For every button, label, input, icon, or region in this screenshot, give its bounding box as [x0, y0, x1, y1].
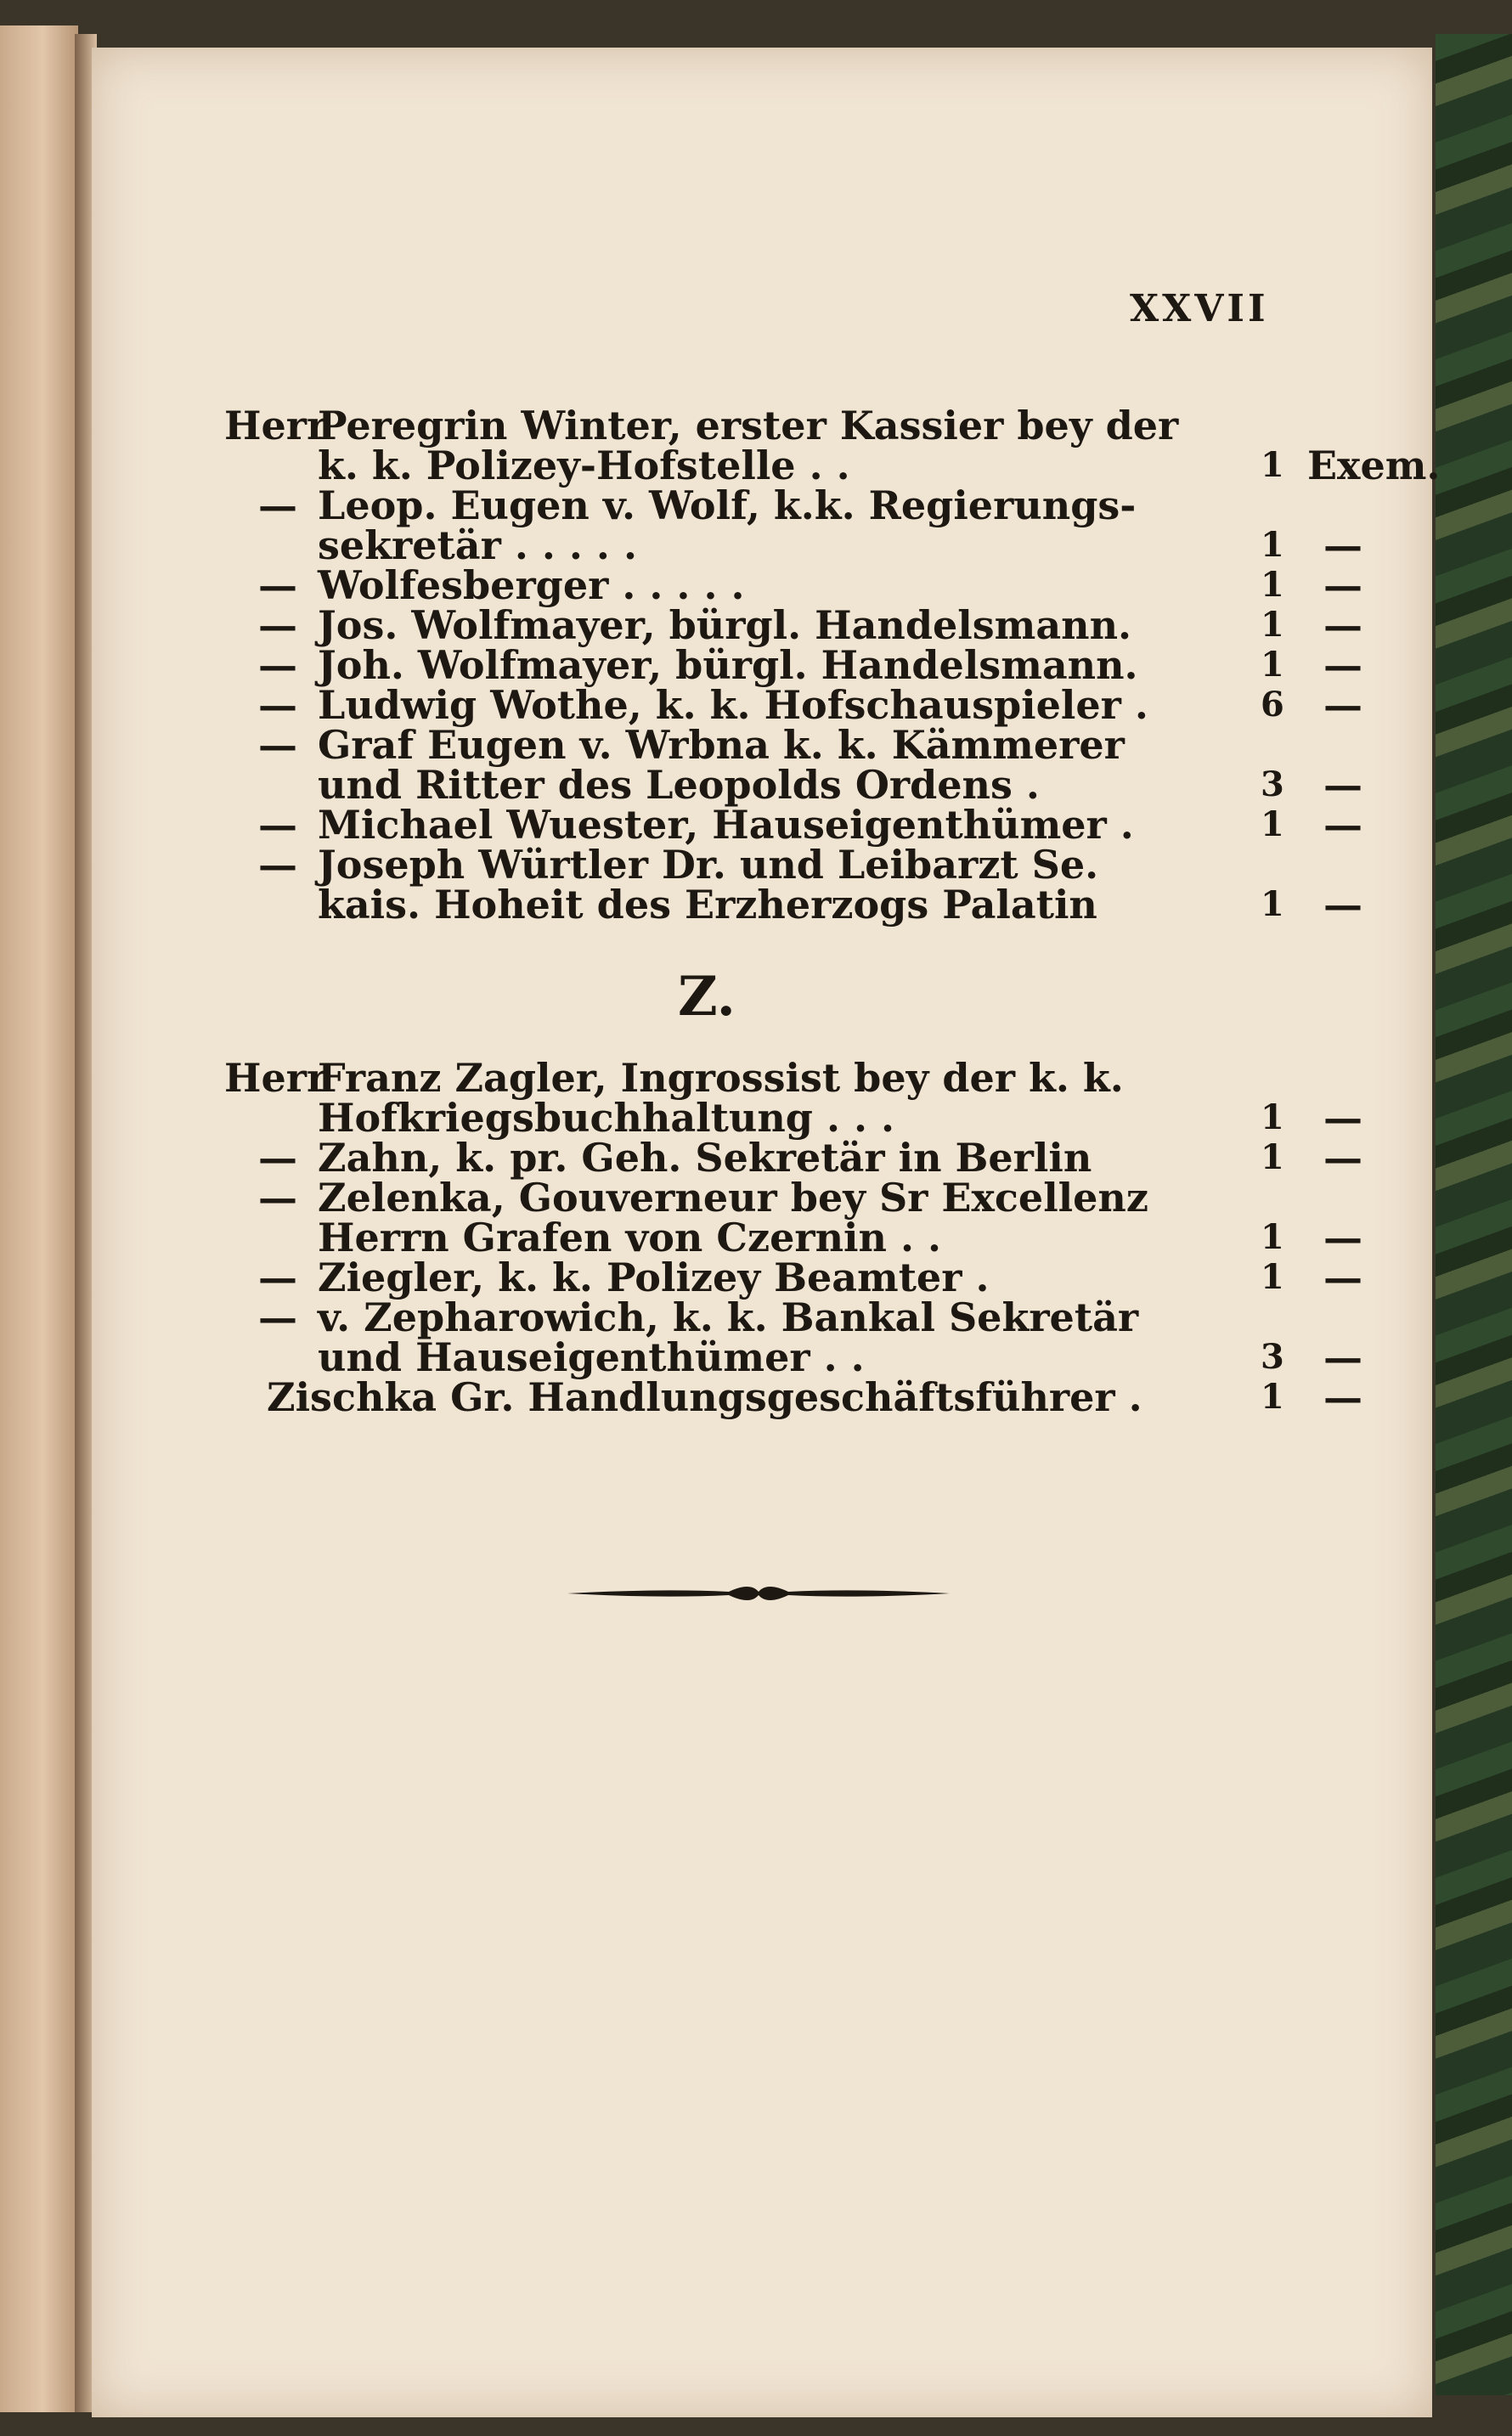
book-page: XXVII Herr Peregrin Winter, erster Kassier bey der k. k. Polizey-Hofstelle . . 1 Exem. — Leop. Eugen v. Wolf, k.k. Regierungs- sekretär . . . . . 1 — — Wolfesberger . . . . . 1 — — Jos. Wolfmayer, bürgl. Handelsmann. 1 — — Joh. Wolfmayer, bürgl. Handelsmann. 1 — — Ludwig Wothe, k. k. Hofschauspieler . 6 — — Graf Eugen v. Wrbna k. k. Kämmerer und Ritter des Leopolds Ordens . 3 — — Michael Wuester, Hauseigenthümer . 1 — — Joseph Würtler Dr. und Leibarzt Se. kais. Hoheit des Erzherzogs Palatin 1 — Z. Herr Franz Zagler, Ingrossist bey der k. k. Hofkriegsbuchhaltung . . . 1 — — Zahn, k. pr. Geh. Sekretär in Berlin 1 — — Zelenka, Gouverneur bey Sr Excellenz Herrn Grafen von Czernin . . 1 — — Ziegler, k. k. Polizey Beamter . 1 — — v. Zepharowich, k. k. Bankal Sekretär und Hauseigenthümer . . 3 — Zischka Gr. Handlungsgeschäftsführer . 1 — — [92, 48, 1432, 2417]
marbled-cover-edge — [1436, 34, 1512, 2395]
left-page-edge — [0, 25, 78, 2412]
section-heading: Z. — [678, 965, 736, 1029]
page-number: XXVII — [1130, 287, 1269, 330]
ornament-divider — [567, 1576, 950, 1610]
